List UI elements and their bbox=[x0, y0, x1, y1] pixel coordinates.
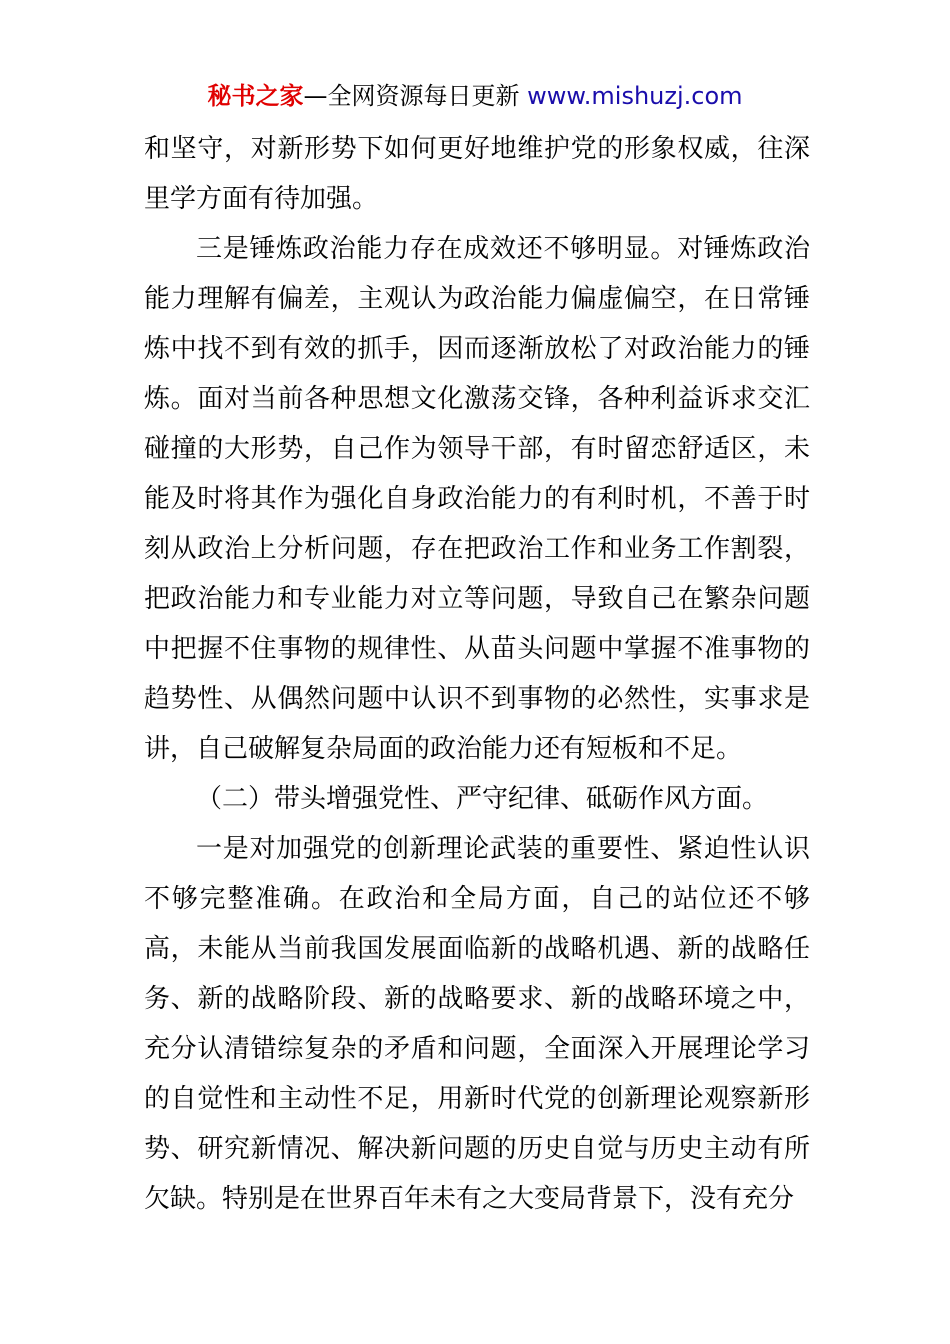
site-url-link[interactable]: www.mishuzj.com bbox=[527, 82, 743, 110]
paragraph-political-ability: 三是锤炼政治能力存在成效还不够明显。对锤炼政治能力理解有偏差，主观认为政治能力偏虚偏空，在日常锤炼中找不到有效的抓手，因而逐渐放松了对政治能力的锤炼。面对当前各种思想文化激荡交锋，各种利益诉求交汇碰撞的大形势，自己作为领导干部，有时留恋舒适区，未能及时将其作为强化自身政治能力的有利时机，不善于时刻从政治上分析问题，存在把政治工作和业务工作割裂，把政治能力和专业能力对立等问题，导致自己在繁杂问题中把握不住事物的规律性、从苗头问题中掌握不准事物的趋势性、从偶然问题中认识不到事物的必然性，实事求是讲，自己破解复杂局面的政治能力还有短板和不足。 bbox=[144, 234, 810, 764]
document-body bbox=[144, 124, 810, 1224]
paragraph-continuation: 和坚守，对新形势下如何更好地维护党的形象权威，往深里学方面有待加强。 bbox=[144, 134, 810, 214]
paragraph-theory-study: 一是对加强党的创新理论武装的重要性、紧迫性认识不够完整准确。在政治和全局方面，自己的站位还不够高，未能从当前我国发展面临新的战略机遇、新的战略任务、新的战略阶段、新的战略要求、新的战略环境之中，充分认清错综复杂的矛盾和问题，全面深入开展理论学习的自觉性和主动性不足，用新时代党的创新理论观察新形势、研究新情况、解决新问题的历史自觉与历史主动有所欠缺。特别是在世界百年未有之大变局背景下，没有充分 bbox=[144, 834, 810, 1214]
document-header bbox=[0, 78, 950, 114]
site-name: 秘书之家 bbox=[207, 82, 304, 110]
section-heading: （二）带头增强党性、严守纪律、砥砺作风方面。 bbox=[196, 784, 769, 814]
site-tagline: —全网资源每日更新 bbox=[303, 82, 528, 110]
